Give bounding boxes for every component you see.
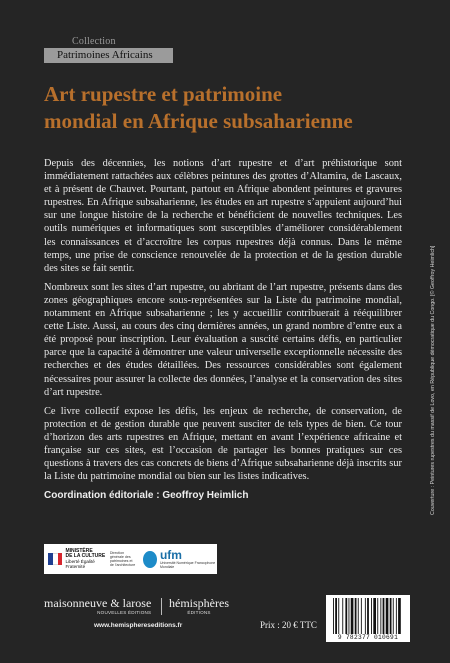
publisher-subtitle: ÉDITIONS <box>187 610 211 615</box>
publisher-hemispheres <box>169 597 229 615</box>
ministry-name-line-2: DE LA CULTURE <box>65 553 106 559</box>
publisher-logos <box>44 597 244 617</box>
blurb-paragraph: Depuis des décennies, les notions d’art rupestre et d’art préhistorique sont immédiatement rattachées aux célèbres peintures des grottes d’Altamira, de Lascaux, et à présent de Chauvet. Pourtant, partout en Afrique abondent peintures et gravures rupestres. En Afrique subsaharienne, les études en art rupestre s’appuient aujourd’hui sur une longue histoire de la recherche et bénéficient de nouvelles techniques. Les outils numériques et informatiques sont susceptibles d’améliorer considérablement les connaissances et d’accroître les corpus rupestres déjà connus. Dans le même temps, une prise de conscience renouvelée de la protection et de la gestion durable des sites se fait sentir. <box>44 158 402 274</box>
book-title-line-1: Art rupestre et patrimoine <box>44 82 283 106</box>
blurb-paragraph: Nombreux sont les sites d’art rupestre, ou abritant de l’art rupestre, présents dans des zones géographiques encore sous-représentées sur la Liste du patrimoine mondial, notamment en Afrique subsaharienne ; les y accueillir contribuerait à rééquilibrer cette Liste. Aussi, au cours des cinq dernières années, un grand nombre d’entre eux a été proposé pour inscription. Leur évaluation a suscité certains défis, en particulier parce que la capacité à démontrer une valeur universelle exceptionnelle nécessite des recherches et des études détaillées. Des ressources considérables sont également nécessaires pour assurer la collecte des données, l’analyse et la conservation des sites d’art rupestre. <box>44 281 402 398</box>
isbn-digits: 9 782377 010691 <box>337 634 399 641</box>
ufm-name: ufm <box>159 548 182 562</box>
editorial-coordination: Coordination éditoriale : Geoffroy Heimlich <box>44 490 249 502</box>
publisher-name: maisonneuve & larose <box>44 596 152 610</box>
collection-name: Patrimoines Africains <box>44 48 173 63</box>
partner-logos <box>44 544 217 574</box>
publisher-name: hémisphères <box>169 596 229 610</box>
book-title-line-2: mondial en Afrique subsaharienne <box>44 109 353 133</box>
isbn-barcode <box>326 595 410 642</box>
ministry-motto: Liberté Égalité Fraternité <box>65 559 95 569</box>
publisher-website: www.hemisphereseditions.fr <box>94 622 183 629</box>
book-title <box>44 81 404 135</box>
ministry-logo <box>48 549 137 569</box>
cover-credit: Couverture : Peintures rupestres du massif de Lovo, en République démocratique du Congo. [© Geoffroy Heimlich] <box>430 245 436 515</box>
ufm-logo <box>143 549 217 569</box>
collection-label: Collection <box>72 36 116 47</box>
globe-icon <box>143 551 157 568</box>
barcode-icon <box>332 598 404 634</box>
collection-header <box>44 36 173 63</box>
ministry-name-line-1: MINISTÈRE <box>65 548 93 554</box>
blurb-paragraph: Ce livre collectif expose les défis, les enjeux de recherche, de conservation, de protection et de gestion durable que peuvent susciter de tels types de bien. Ce tour d’horizon des arts rupestres en Afrique, mettant en avant l’expérience africaine et française sur ces sites, est l’occasion de partager les bonnes pratiques sur ces questions à travers des cas concrets de biens d’Afrique subsaharienne déjà inscrits sur la Liste du patrimoine mondial ou bien sur les listes indicatives. <box>44 405 402 483</box>
blurb <box>44 157 402 501</box>
french-flag-icon <box>48 553 62 565</box>
cover-credit-strip <box>418 157 442 515</box>
publisher-maisonneuve-larose <box>44 597 151 615</box>
publisher-subtitle: NOUVELLES ÉDITIONS <box>97 610 152 615</box>
publisher-divider <box>161 598 162 615</box>
price: Prix : 20 € TTC <box>260 620 317 630</box>
ministry-department: Direction générale des patrimoines et de l’architecture <box>109 550 136 568</box>
ufm-full-name: Université Numérique Francophone Mondiale <box>159 561 216 569</box>
